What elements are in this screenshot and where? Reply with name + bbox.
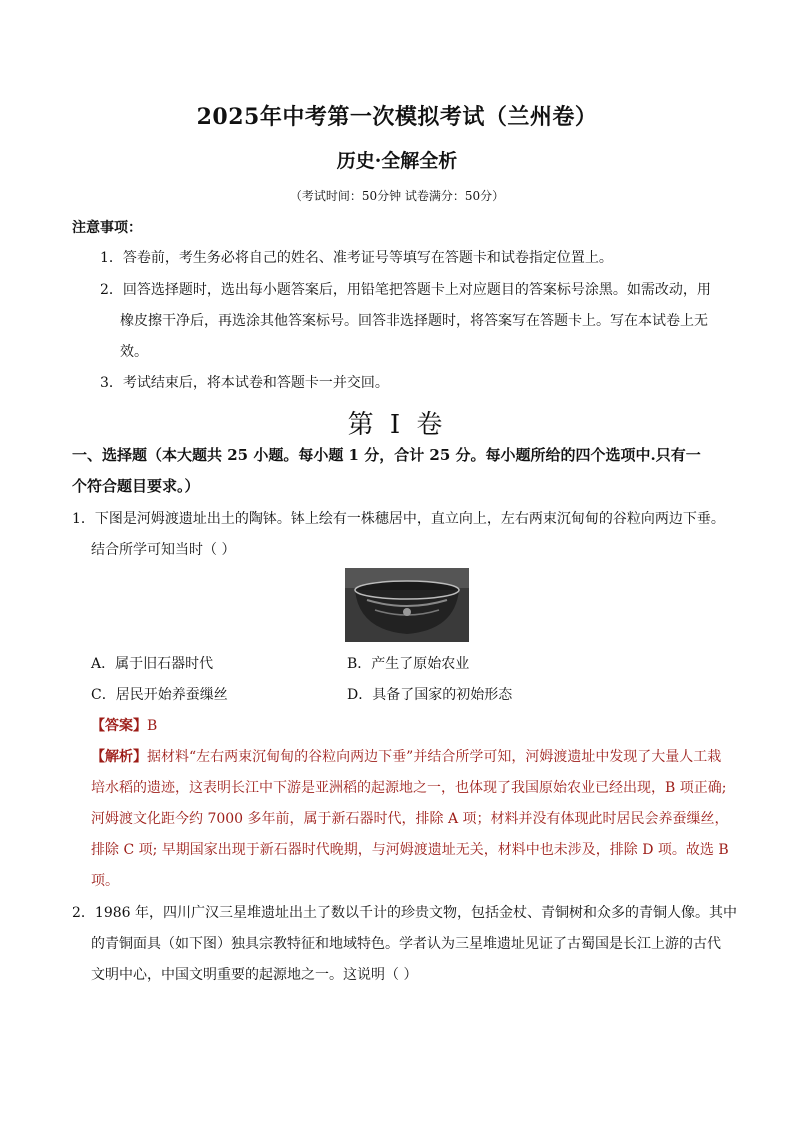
notice-item-2-line-3: 效。 — [120, 344, 148, 360]
q1-option-a: A．属于旧石器时代 — [91, 656, 214, 672]
analysis-text-1: 据材料“左右两束沉甸甸的谷粒向两边下垂”并结合所学可知，河姆渡遗址中发现了大量人工栽 — [147, 749, 722, 765]
notice-item-2-line-2: 橡皮擦干净后，再选涂其他答案标号。回答非选择题时，将答案写在答题卡上。写在本试卷上无 — [120, 313, 708, 329]
pottery-bowl-icon — [345, 568, 469, 642]
q1-analysis-line-1 — [91, 747, 721, 767]
notice-heading: 注意事项： — [72, 220, 142, 236]
answer-value: B — [147, 718, 158, 734]
notice-item-2-line-1: 2．回答选择题时，选出每小题答案后，用铅笔把答题卡上对应题目的答案标号涂黑。如需改动，用 — [100, 282, 711, 298]
q1-analysis-line-4: 排除 C 项; 早期国家出现于新石器时代晚期，与河姆渡遗址无关，材料中也未涉及，排除 D 项。故选 B — [91, 842, 729, 858]
section-title: 第 I 卷 — [347, 410, 447, 440]
notice-item-3: 3．考试结束后，将本试卷和答题卡一并交回。 — [100, 375, 389, 391]
q2-stem-line-1: 2．1986 年，四川广汉三星堆遗址出土了数以千计的珍贵文物，包括金杖、青铜树和众多的青铜人像。其中 — [72, 905, 737, 921]
q2-stem-line-2: 的青铜面具（如下图）独具宗教特征和地域特色。学者认为三星堆遗址见证了古蜀国是长江上游的古代 — [91, 936, 721, 952]
q2-stem-line-3: 文明中心，中国文明重要的起源地之一。这说明（ ） — [91, 967, 418, 983]
answer-label: 【答案】 — [91, 718, 147, 734]
section-instruction-line-2: 个符合题目要求。） — [72, 477, 200, 495]
document-title: 2025年中考第一次模拟考试（兰州卷） — [196, 104, 598, 130]
exam-info: （考试时间：50分钟 试卷满分：50分） — [289, 189, 505, 203]
q1-option-c: C．居民开始养蚕缫丝 — [91, 687, 228, 703]
q1-option-b: B．产生了原始农业 — [347, 656, 470, 672]
q1-stem-line-2: 结合所学可知当时（ ） — [91, 542, 236, 558]
document-subtitle: 历史·全解全析 — [336, 150, 458, 172]
notice-item-1: 1．答卷前，考生务必将自己的姓名、准考证号等填写在答题卡和试卷指定位置上。 — [100, 250, 613, 266]
q1-analysis-line-2: 培水稻的遗迹，这表明长江中下游是亚洲稻的起源地之一，也体现了我国原始农业已经出现，B 项正确; — [91, 780, 727, 796]
pottery-bowl-image — [345, 568, 469, 642]
q1-stem-line-1: 1．下图是河姆渡遗址出土的陶钵。钵上绘有一株穗居中，直立向上，左右两束沉甸甸的谷粒向两边下垂。 — [72, 511, 725, 527]
q1-analysis-line-3: 河姆渡文化距今约 7000 多年前，属于新石器时代，排除 A 项；材料并没有体现此时居民会养蚕缫丝， — [91, 811, 729, 827]
section-instruction-line-1: 一、选择题（本大题共 25 小题。每小题 1 分，合计 25 分。每小题所给的四个选项中.只有一 — [72, 446, 701, 464]
analysis-label: 【解析】 — [91, 749, 147, 765]
q1-answer — [91, 716, 157, 736]
q1-option-d: D．具备了国家的初始形态 — [347, 687, 513, 703]
q1-analysis-line-5: 项。 — [91, 873, 119, 889]
